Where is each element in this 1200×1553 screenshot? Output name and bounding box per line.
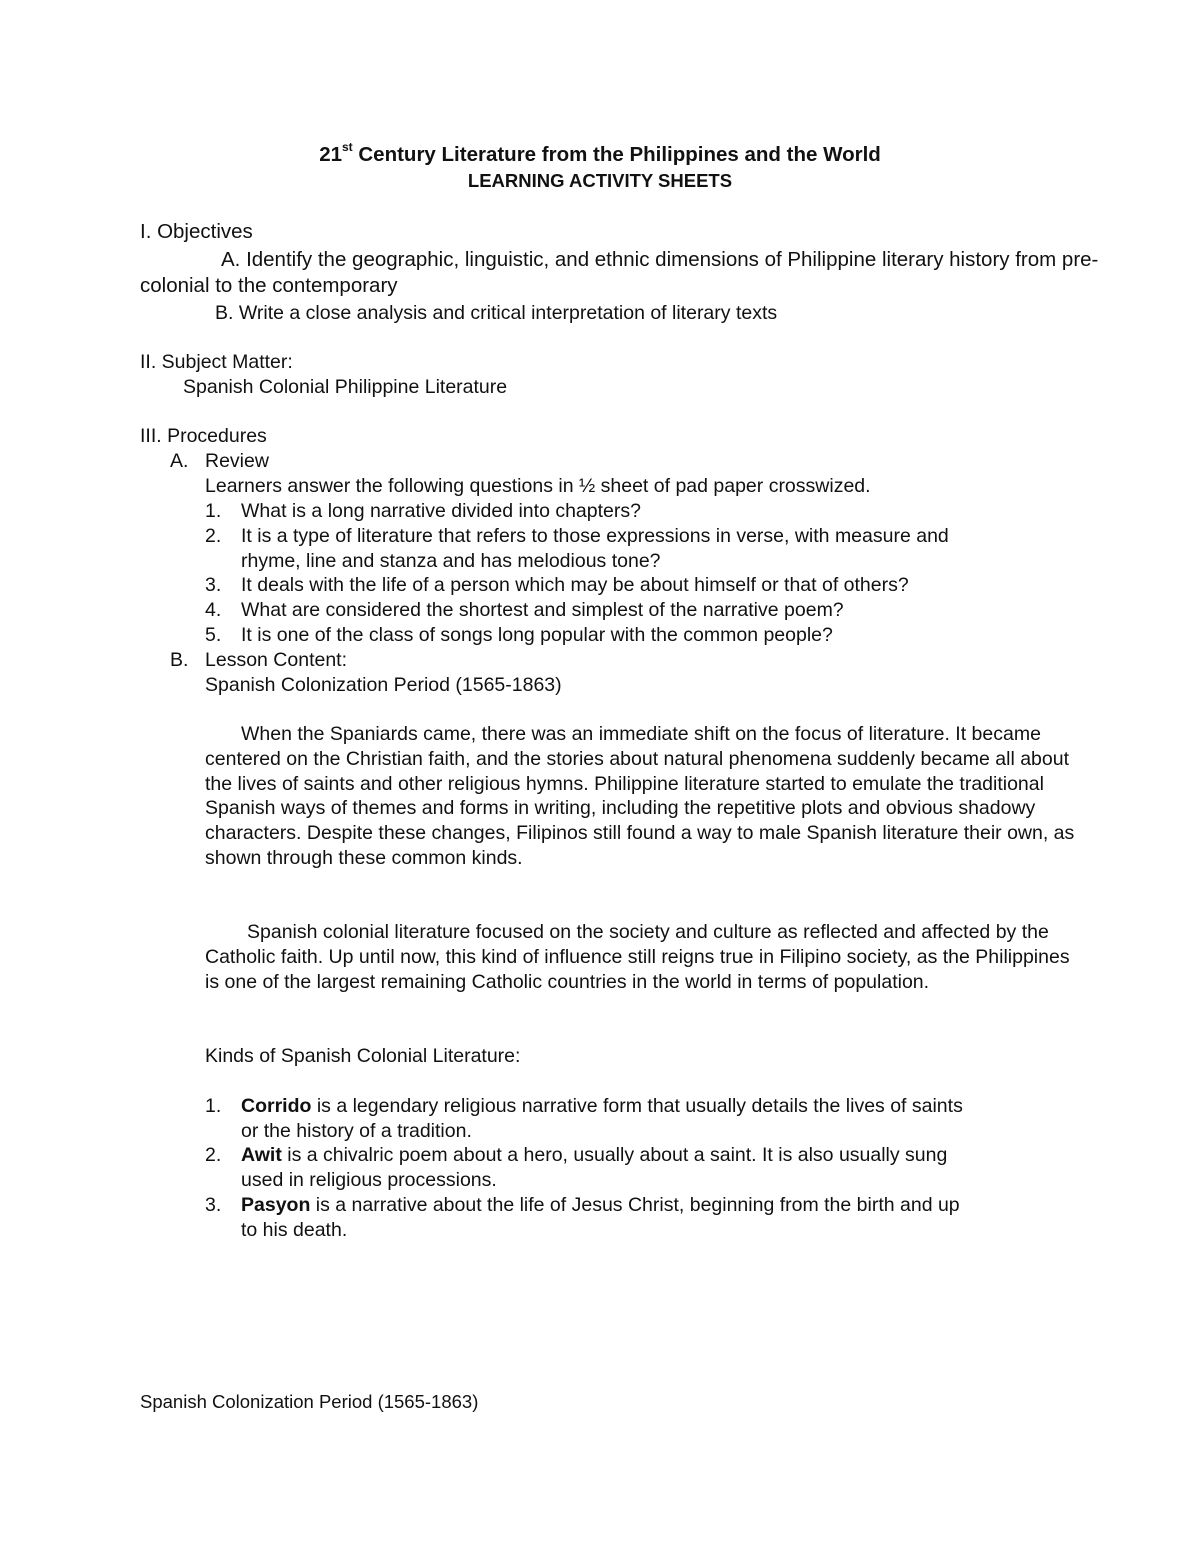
review-label: Review (205, 450, 269, 472)
review-question-num: 4. (205, 599, 222, 621)
review-question-num: 5. (205, 624, 222, 646)
review-question-text: It deals with the life of a person which may be about himself or that of others? (241, 574, 909, 596)
review-question-text: What is a long narrative divided into chapters? (241, 500, 641, 522)
page-footer: Spanish Colonization Period (1565-1863) (140, 1391, 479, 1412)
review-question-num: 3. (205, 574, 222, 596)
document-title (0, 142, 1200, 168)
kind-term: Corrido (241, 1095, 312, 1117)
lesson-paragraph-1 (205, 722, 1085, 871)
lesson-period-title: Spanish Colonization Period (1565-1863) (205, 674, 562, 696)
kind-description: is a legendary religious narrative form that usually details the lives of saints (311, 1095, 963, 1117)
review-question-text: It is one of the class of songs long popular with the common people? (241, 624, 833, 646)
review-question-text: It is a type of literature that refers to those expressions in verse, with measure and (241, 525, 949, 547)
kind-description-cont: to his death. (241, 1219, 348, 1241)
subject-matter-value: Spanish Colonial Philippine Literature (183, 376, 508, 398)
kind-item-awit (241, 1143, 947, 1168)
lesson-paragraph-2 (205, 920, 1085, 994)
kind-term: Pasyon (241, 1194, 311, 1216)
document-subtitle: LEARNING ACTIVITY SHEETS (467, 170, 733, 191)
title-number: 21 (319, 143, 342, 166)
kind-num: 3. (205, 1194, 222, 1216)
objective-a-text: A. Identify the geographic, linguistic, and ethnic dimensions of Philippine literary history from pre-colonial to the contemporary (140, 248, 1099, 297)
kinds-heading: Kinds of Spanish Colonial Literature: (205, 1045, 521, 1067)
lesson-letter: B. (170, 649, 189, 671)
title-superscript: st (342, 140, 353, 155)
lesson-label: Lesson Content: (205, 649, 348, 671)
review-question-text: What are considered the shortest and simplest of the narrative poem? (241, 599, 844, 621)
review-question-num: 2. (205, 525, 222, 547)
lesson-paragraph-1-text: When the Spaniards came, there was an immediate shift on the focus of literature. It became centered on the Christian faith, and the stories about natural phenomena suddenly became all about the lives of saints and other religious hymns. Philippine literature started to emulate the traditional Spanish ways of themes and forms in writing, including the repetitive plots and obvious shadowy characters. Despite these changes, Filipinos still found a way to male Spanish literature their own, as shown through these common kinds. (205, 723, 1075, 869)
objective-b: B. Write a close analysis and critical interpretation of literary texts (215, 302, 778, 324)
review-instruction: Learners answer the following questions in ½ sheet of pad paper crosswized. (205, 475, 871, 497)
lesson-paragraph-2-text: Spanish colonial literature focused on the society and culture as reflected and affected by the Catholic faith. Up until now, this kind of influence still reigns true in Filipino society, as the Philippines is one of the largest remaining Catholic countries in the world in terms of population. (205, 921, 1070, 993)
title-text: Century Literature from the Philippines and the World (352, 143, 881, 166)
review-question-num: 1. (205, 500, 222, 522)
kind-num: 1. (205, 1095, 222, 1117)
kind-term: Awit (241, 1144, 282, 1166)
kind-item-pasyon (241, 1193, 960, 1218)
kind-item-corrido (241, 1094, 963, 1119)
kind-description-cont: or the history of a tradition. (241, 1120, 472, 1142)
objectives-heading: I. Objectives (140, 220, 253, 243)
procedures-heading: III. Procedures (140, 425, 267, 447)
kind-description: is a chivalric poem about a hero, usually about a saint. It is also usually sung (281, 1144, 948, 1166)
objective-a (140, 247, 1100, 299)
review-letter: A. (170, 450, 189, 472)
kind-description: is a narrative about the life of Jesus Christ, beginning from the birth and up (310, 1194, 960, 1216)
subject-matter-heading: II. Subject Matter: (140, 351, 293, 373)
kind-description-cont: used in religious processions. (241, 1169, 497, 1191)
review-question-text-cont: rhyme, line and stanza and has melodious tone? (241, 550, 661, 572)
kind-num: 2. (205, 1144, 222, 1166)
